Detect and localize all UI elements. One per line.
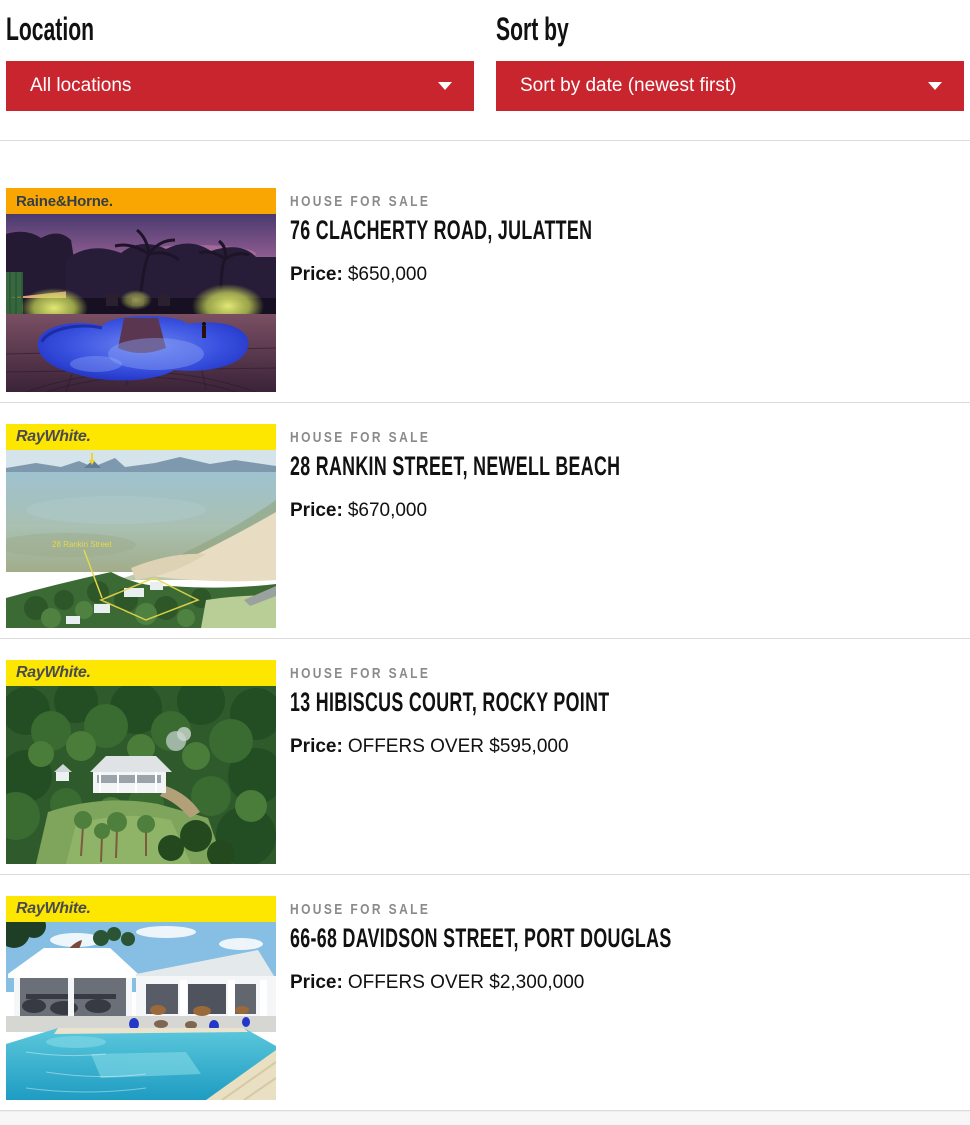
listing-info xyxy=(290,188,748,286)
agency-banner xyxy=(6,188,276,214)
listing-address[interactable]: 76 CLACHERTY ROAD, JULATTEN xyxy=(290,215,593,245)
sort-filter-label: Sort by xyxy=(496,11,569,47)
aerial-beach-photo xyxy=(6,450,276,628)
listing-row xyxy=(0,167,970,403)
listing-row xyxy=(0,639,970,875)
location-dropdown-value: All locations xyxy=(30,75,132,96)
price-value: OFFERS OVER $2,300,000 xyxy=(347,972,585,993)
listing-price: Price: OFFERS OVER $595,000 xyxy=(290,736,569,757)
sort-filter xyxy=(496,12,964,111)
agency-banner xyxy=(6,896,276,922)
listing-photo[interactable] xyxy=(6,188,276,392)
listing-address[interactable]: 28 RANKIN STREET, NEWELL BEACH xyxy=(290,451,621,481)
listing-photo[interactable] xyxy=(6,660,276,864)
location-filter-heading xyxy=(6,12,474,46)
divider xyxy=(0,140,970,141)
aerial-forest-photo xyxy=(6,686,276,864)
sort-filter-heading xyxy=(496,12,964,46)
agency-banner xyxy=(6,424,276,450)
twilight-pool-photo xyxy=(6,214,276,392)
listing-row xyxy=(0,403,970,639)
agency-logo: Raine&Horne. xyxy=(16,192,113,210)
house xyxy=(90,756,172,793)
location-filter xyxy=(6,12,474,111)
listing-row xyxy=(0,875,970,1111)
price-value: OFFERS OVER $595,000 xyxy=(347,736,569,757)
footer-strip xyxy=(0,1111,970,1125)
filters-bar xyxy=(0,0,970,111)
listing-category: HOUSE FOR SALE xyxy=(290,429,431,446)
location-dropdown[interactable] xyxy=(6,61,474,111)
listing-address[interactable]: 66-68 DAVIDSON STREET, PORT DOUGLAS xyxy=(290,923,672,953)
chevron-down-icon xyxy=(438,82,452,90)
listing-category: HOUSE FOR SALE xyxy=(290,901,431,918)
listing-info xyxy=(290,660,774,758)
agency-banner xyxy=(6,660,276,686)
listing-address[interactable]: 13 HIBISCUS COURT, ROCKY POINT xyxy=(290,687,610,717)
listing-price: Price: $650,000 xyxy=(290,264,428,285)
chevron-down-icon xyxy=(928,82,942,90)
listing-price: Price: $670,000 xyxy=(290,500,428,521)
poolside-villa-photo xyxy=(6,922,276,1100)
listing-category: HOUSE FOR SALE xyxy=(290,193,431,210)
listing-info xyxy=(290,896,868,994)
price-value: $670,000 xyxy=(347,500,428,521)
location-filter-label: Location xyxy=(6,11,94,47)
price-value: $650,000 xyxy=(347,264,428,285)
listing-info xyxy=(290,424,791,522)
sort-dropdown-value: Sort by date (newest first) xyxy=(520,75,737,96)
agency-logo: RayWhite. xyxy=(16,428,91,445)
listing-photo[interactable] xyxy=(6,424,276,628)
sort-dropdown[interactable] xyxy=(496,61,964,111)
photo-annotation: 28 Rankin Street xyxy=(52,540,112,549)
listing-category: HOUSE FOR SALE xyxy=(290,665,431,682)
listing-photo[interactable] xyxy=(6,896,276,1100)
agency-logo: RayWhite. xyxy=(16,900,91,917)
listing-price: Price: OFFERS OVER $2,300,000 xyxy=(290,972,585,993)
agency-logo: RayWhite. xyxy=(16,664,91,681)
